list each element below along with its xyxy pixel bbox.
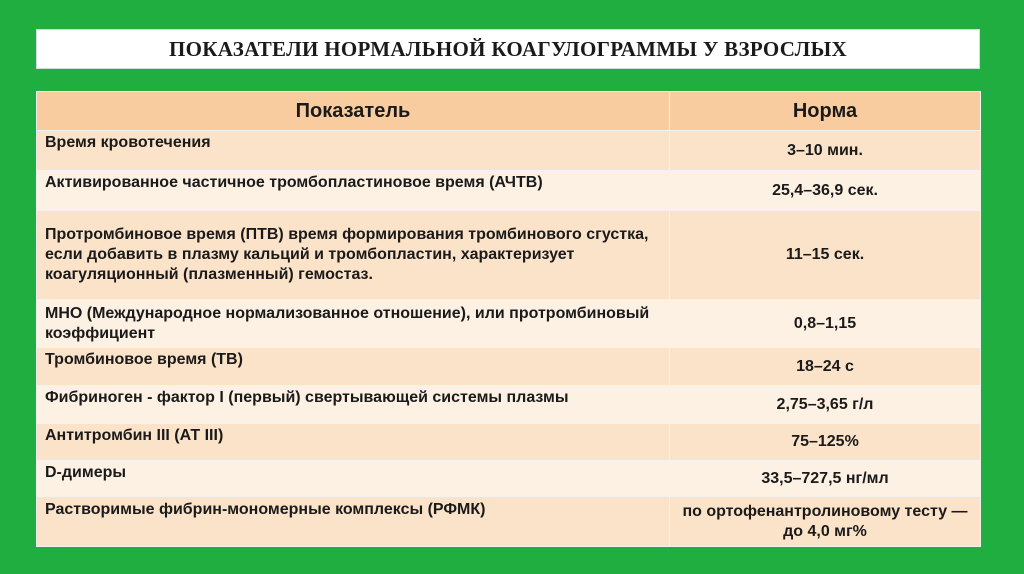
table-row [37, 211, 981, 300]
table-row [37, 386, 981, 424]
norm-cell: по ортофенантролиновому тесту — до 4,0 мг% [670, 497, 981, 547]
norm-cell: 33,5–727,5 нг/мл [670, 461, 981, 497]
table-row [37, 131, 981, 171]
indicator-cell: Фибриноген - фактор I (первый) свертывающей системы плазмы [37, 386, 670, 424]
table-row [37, 348, 981, 386]
norm-cell: 0,8–1,15 [670, 300, 981, 348]
table-header-row [37, 92, 981, 131]
table-row [37, 424, 981, 461]
title-box [36, 29, 980, 69]
norm-cell: 11–15 сек. [670, 211, 981, 300]
indicator-cell: Протромбиновое время (ПТВ) время формирования тромбинового сгустка, если добавить в плазму кальций и тромбопластин, характеризует коагуляционный (плазменный) гемостаз. [37, 211, 670, 300]
indicator-cell: Время кровотечения [37, 131, 670, 171]
norm-cell: 25,4–36,9 сек. [670, 171, 981, 211]
norm-cell: 18–24 с [670, 348, 981, 386]
table-row [37, 171, 981, 211]
indicator-cell: Активированное частичное тромбопластиновое время (АЧТВ) [37, 171, 670, 211]
indicator-cell: МНО (Международное нормализованное отношение), или протромбиновый коэффициент [37, 300, 670, 348]
indicator-cell: Растворимые фибрин-мономерные комплексы (РФМК) [37, 497, 670, 547]
page-title: ПОКАЗАТЕЛИ НОРМАЛЬНОЙ КОАГУЛОГРАММЫ У ВЗРОСЛЫХ [168, 36, 848, 61]
header-norm: Норма [670, 92, 981, 131]
coagulogram-table [36, 91, 981, 547]
indicator-cell: D-димеры [37, 461, 670, 497]
table-row [37, 461, 981, 497]
indicator-cell: Антитромбин III (АТ III) [37, 424, 670, 461]
table-row [37, 497, 981, 547]
norm-cell: 75–125% [670, 424, 981, 461]
norm-cell: 3–10 мин. [670, 131, 981, 171]
indicator-cell: Тромбиновое время (ТВ) [37, 348, 670, 386]
header-indicator: Показатель [37, 92, 670, 131]
norm-cell: 2,75–3,65 г/л [670, 386, 981, 424]
table-row [37, 300, 981, 348]
